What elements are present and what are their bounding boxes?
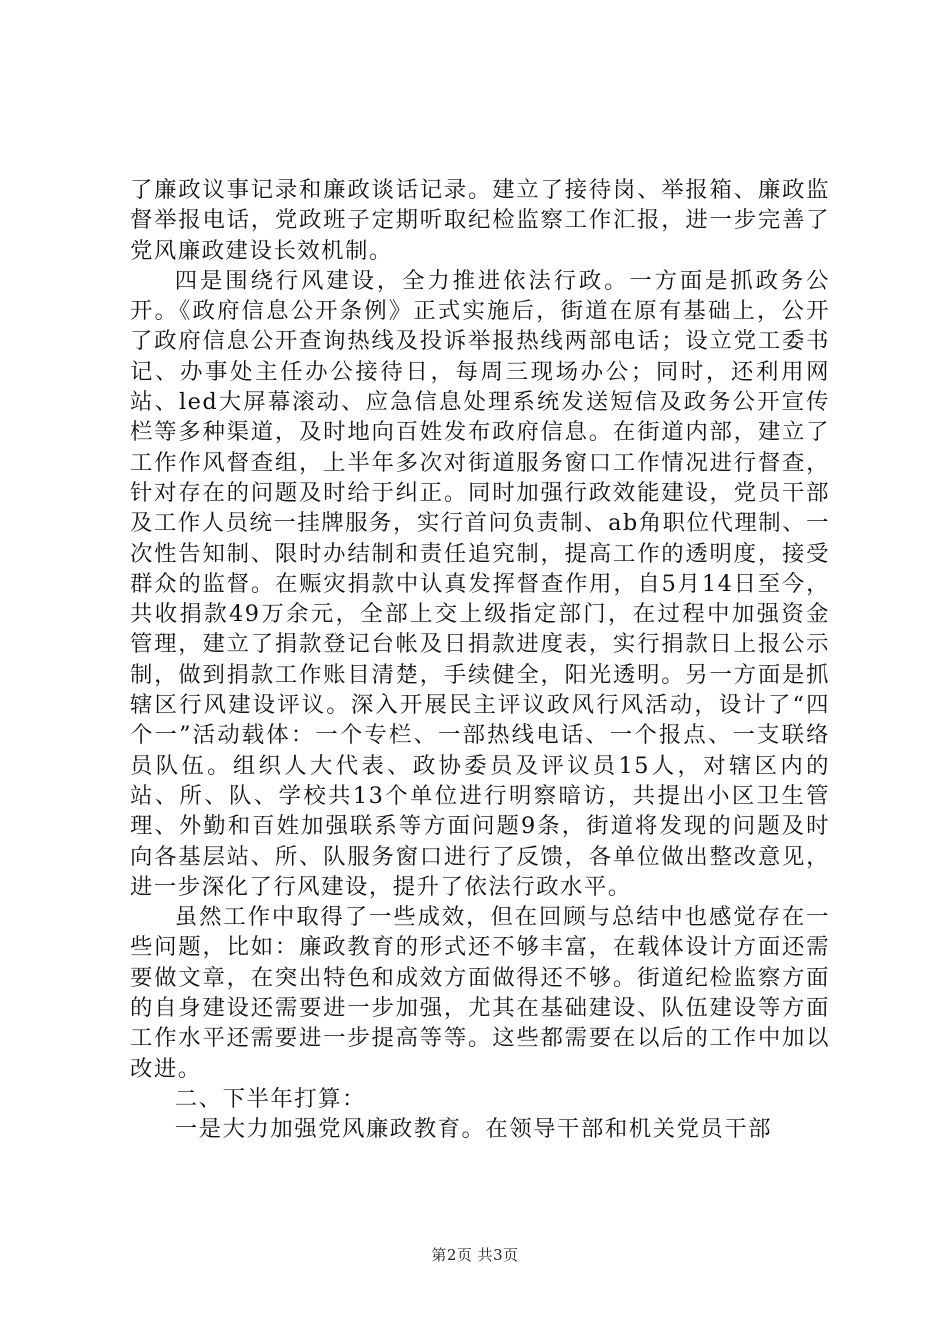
section-heading-second-half-plan: 二、下半年打算： xyxy=(174,1085,366,1112)
paragraph-continuation: 了廉政议事记录和廉政谈话记录。建立了接待岗、举报箱、廉政监督举报电话，党政班子定期听取纪检监察工作汇报，进一步完善了党风廉政建设长效机制。 xyxy=(130,177,830,264)
page-number-footer: 第2页 共3页 xyxy=(431,1246,519,1264)
paragraph-problems: 虽然工作中取得了一些成效，但在回顾与总结中也感觉存在一些问题，比如：廉政教育的形式还不够丰富，在载体设计方面还需要做文章，在突出特色和成效方面做得还不够。街道纪检监察方面的自身建设还需要进一步加强，尤其在基础建设、队伍建设等方面工作水平还需要进一步提高等等。这些都需要在以后的工作中加以改进。 xyxy=(130,904,830,1082)
document-body xyxy=(130,175,830,1145)
paragraph-conduct-building: 四是围绕行风建设，全力推进依法行政。一方面是抓政务公开。《政府信息公开条例》正式实施后，街道在原有基础上，公开了政府信息公开查询热线及投诉举报热线两部电话；设立党工委书记、办事处主任办公接待日，每周三现场办公；同时，还利用网站、led大屏幕滚动、应急信息处理系统发送短信及政务公开宣传栏等多种渠道，及时地向百姓发布政府信息。在街道内部，建立了工作作风督查组，上半年多次对街道服务窗口工作情况进行督查，针对存在的问题及时给于纠正。同时加强行政效能建设，党员干部及工作人员统一挂牌服务，实行首问负责制、ab角职位代理制、一次性告知制、限时办结制和责任追究制，提高工作的透明度，接受群众的监督。在赈灾捐款中认真发挥督查作用，自5月14日至今，共收捐款49万余元，全部上交上级指定部门，在过程中加强资金管理，建立了捐款登记台帐及日捐款进度表，实行捐款日上报公示制，做到捐款工作账目清楚，手续健全，阳光透明。另一方面是抓辖区行风建设评议。深入开展民主评议政风行风活动，设计了“四个一”活动载体：一个专栏、一部热线电话、一个报点、一支联络员队伍。组织人大代表、政协委员及评议员15人，对辖区内的站、所、队、学校共13个单位进行明察暗访，共提出小区卫生管理、外勤和百姓加强联系等方面问题9条，街道将发现的问题及时向各基层站、所、队服务窗口进行了反馈，各单位做出整改意见，进一步深化了行风建设，提升了依法行政水平。 xyxy=(130,267,830,900)
paragraph-education: 一是大力加强党风廉政教育。在领导干部和机关党员干部 xyxy=(174,1116,773,1143)
